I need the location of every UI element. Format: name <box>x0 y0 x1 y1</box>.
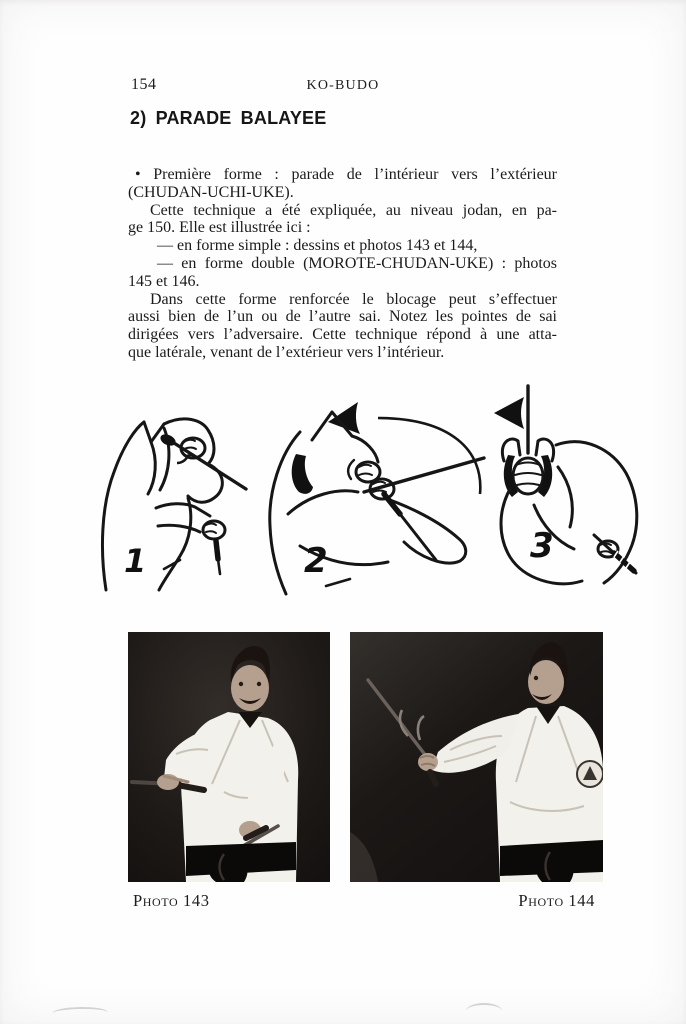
body-line: aussi bien de l’un ou de l’autre sai. Notez les pointes de sai <box>128 308 557 326</box>
scan-artifact <box>466 1003 502 1011</box>
photo-caption-143: Photo 143 <box>133 891 210 910</box>
body-line: dirigées vers l’adversaire. Cette technique répond à une atta- <box>128 326 557 344</box>
forearm-top <box>156 504 210 516</box>
photo-144 <box>350 632 603 882</box>
figure-number: 2 <box>304 541 328 581</box>
sai-handle <box>614 553 634 571</box>
technique-drawing-1 <box>98 414 256 594</box>
body-line: que latérale, venant de l’extérieur vers l’intérieur. <box>128 343 445 361</box>
photo-caption-144: Photo 144 <box>518 891 595 910</box>
armpit-shadow <box>292 454 313 494</box>
forearm-bottom <box>158 525 200 532</box>
photo-143 <box>128 632 330 882</box>
gi-skirt <box>159 498 191 590</box>
page-number: 154 <box>131 76 157 93</box>
running-title: KO-BUDO <box>306 78 380 93</box>
sai-guard <box>348 460 354 479</box>
body-line: Cette technique a été expliquée, au niveau jodan, en pa- <box>150 201 557 219</box>
sai-blade <box>174 443 246 489</box>
ground-tick <box>326 579 350 586</box>
face <box>231 665 269 711</box>
upper-sleeve <box>352 436 378 462</box>
lapel-left <box>148 442 155 494</box>
lower-sleeve <box>288 491 358 514</box>
sleeve-fold-1 <box>558 467 572 527</box>
body-line: (CHUDAN-UCHI-UKE). <box>128 183 294 201</box>
technique-drawing-3 <box>438 383 650 598</box>
sai-tip-down <box>218 559 220 574</box>
sai-weapon-down <box>384 494 436 560</box>
figure-number: 1 <box>124 542 147 580</box>
arrow-head <box>494 397 524 429</box>
sai-weapon-1b <box>216 541 220 574</box>
motion-arrow-icon <box>494 397 524 429</box>
scan-artifact <box>52 1007 108 1014</box>
section-heading: 2) PARADE BALAYEE <box>130 108 327 128</box>
eye-right <box>257 682 261 686</box>
body-line: ge 150. Elle est illustrée ici : <box>128 219 311 237</box>
body-line: • Première forme : parade de l’intérieur vers l’extérieur <box>135 166 557 183</box>
sai-guard <box>177 456 188 463</box>
body-line: Dans cette forme renforcée le blocage peut s’effectuer <box>150 290 557 308</box>
body-line: — en forme double (MOROTE-CHUDAN-UKE) : photos <box>157 254 557 272</box>
figure-number: 3 <box>530 526 554 566</box>
eye <box>534 676 538 680</box>
body-text <box>128 166 557 362</box>
sai-handle-down <box>216 541 218 559</box>
eye-left <box>239 682 243 686</box>
body-line: 145 et 146. <box>128 272 200 290</box>
body-line: — en forme simple : dessins et photos 143 et 144, <box>157 237 478 255</box>
arrow-head <box>328 402 360 434</box>
